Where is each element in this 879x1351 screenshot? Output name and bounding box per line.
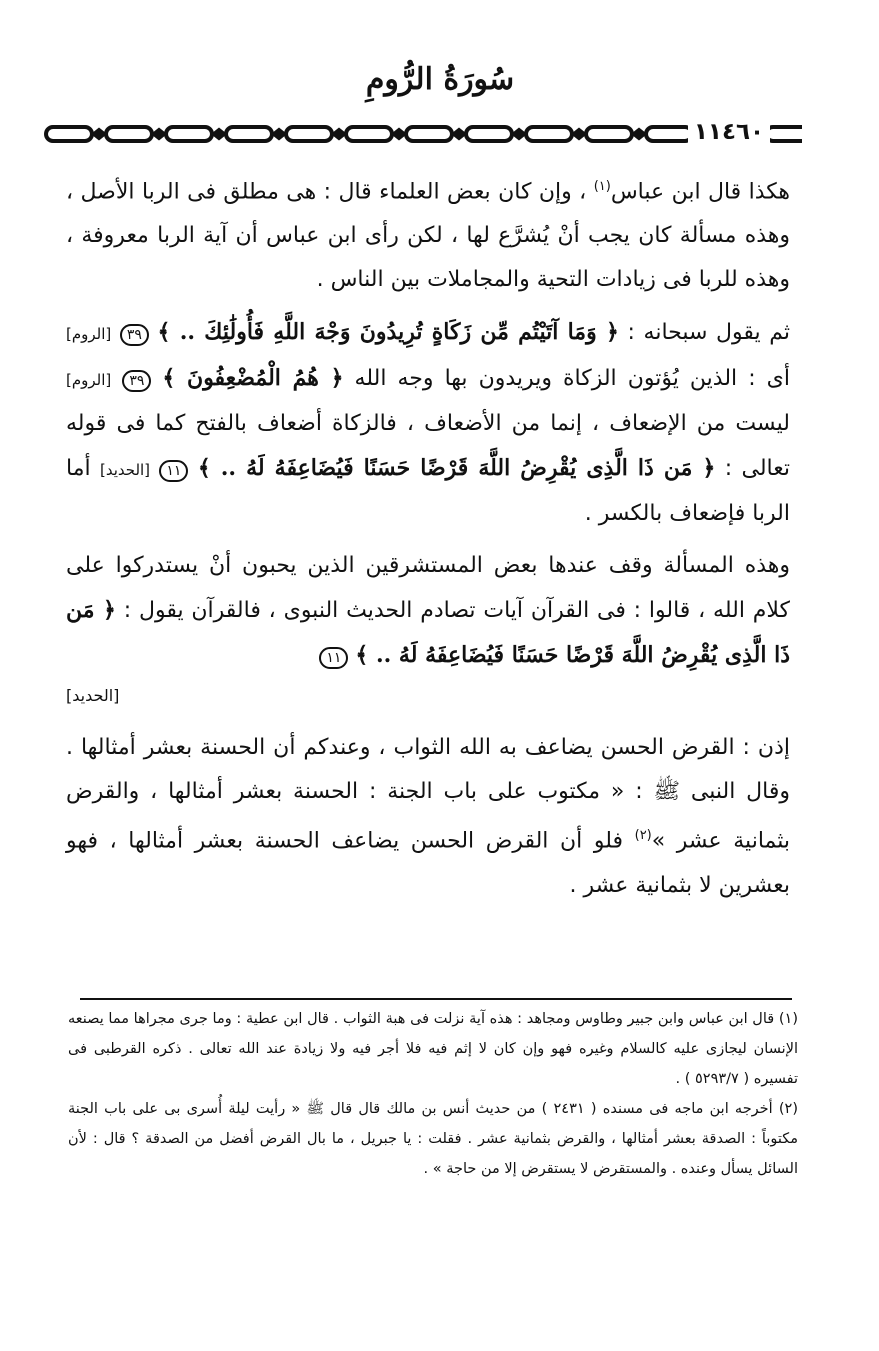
page-number: ١١٤٦٠ [688, 117, 770, 147]
footnote-marker-1: (١) [593, 179, 611, 194]
ayah-number-1: ٣٩ [120, 324, 149, 346]
paragraph-2-intro: ثم يقول سبحانه : [618, 320, 791, 346]
paragraph-1 [66, 165, 790, 302]
paragraph-1-rest: ، وإن كان بعض العلماء قال : هى مطلق فى الربا الأصل ، وهذه مسألة كان يجب أنْ يُشرَّع لها ، لكن رأى ابن عباس أن آية الربا معروفة ، وهذه للربا فى زيادات التحية والمجاملات بين الناس . [66, 179, 790, 293]
paragraph-3 [66, 544, 790, 718]
paragraph-2 [66, 310, 790, 536]
surah-ref-1: [الروم] [66, 325, 112, 344]
surah-ref-4: [الحديد] [66, 686, 120, 706]
paragraph-4 [66, 726, 790, 907]
quran-verse-2: ﴿ هُمُ الْمُضْعِفُونَ ﴾ [162, 365, 344, 392]
paragraph-4-rest: فلو أن القرض الحسن يضاعف الحسنة بعشر أمثالها ، فهو بعشرين لا بثمانية عشر . [66, 828, 790, 898]
main-text [66, 165, 790, 916]
paragraph-4-text: إذن : القرض الحسن يضاعف به الله الثواب ، وعندكم أن الحسنة بعشر أمثالها . وقال النبى ﷺ : « مكتوب على باب الجنة : الحسنة بعشر أمثالها ، والقرض بثمانية عشر » [66, 735, 791, 854]
surah-ref-2: [الروم] [66, 371, 112, 390]
paragraph-3-text: وهذه المسألة وقف عندها بعض المستشرقين الذين يحبون أنْ يستدركوا على كلام الله ، قالوا : فى القرآن آيات تصادم الحديث النبوى ، فالقرآن يقول : [66, 553, 790, 624]
paragraph-2-mid2: ليست من الإضعاف ، إنما من الأضعاف ، فالزكاة أضعاف بالفتح كما فى قوله تعالى : [66, 411, 790, 482]
paragraph-2-mid: أى : الذين يُؤتون الزكاة ويريدون بها وجه الله [343, 366, 790, 392]
footnote-1: (١) قال ابن عباس وابن جبير وطاوس ومجاهد : هذه آية نزلت فى هبة الثواب . قال ابن عطية : وما جرى مجراها مما يصنعه الإنسان ليجازى عليه كالسلام وغيره فهو وإن كان لا إثم فيه فلا أجر فيه ولا زيادة عند الله تعالى . ذكره القرطبى فى تفسيره ( ٥٢٩٣/٧ ) . [68, 1011, 798, 1087]
surah-ref-3: [الحديد] [99, 461, 151, 480]
ayah-number-4: ١١ [319, 647, 348, 669]
ayah-number-2: ٣٩ [122, 370, 151, 392]
footnotes [68, 1004, 798, 1184]
paragraph-2-end: أما الربا فإضعاف بالكسر . [66, 456, 790, 527]
quran-verse-4: ﴿ مَن ذَا الَّذِى يُقْرِضُ اللَّهَ قَرْضًا حَسَنًا فَيُضَاعِفَهُ لَهُ .. ﴾ [66, 597, 790, 669]
quran-verse-1: ﴿ وَمَا آتَيْتُم مِّن زَكَاةٍ تُرِيدُونَ وَجْهَ اللَّهِ فَأُولَٰئِكَ .. ﴾ [157, 319, 619, 346]
footnote-divider [80, 998, 792, 1000]
surah-title: سُورَةُ الرُّومِ [365, 62, 515, 97]
quran-verse-3: ﴿ مَن ذَا الَّذِى يُقْرِضُ اللَّهَ قَرْضًا حَسَنًا فَيُضَاعِفَهُ لَهُ .. ﴾ [197, 455, 716, 482]
footnote-marker-2: (٢) [634, 828, 652, 844]
footnote-2: (٢) أخرجه ابن ماجه فى مسنده ( ٢٤٣١ ) من حديث أنس بن مالك قال قال ﷺ « رأيت ليلة أُسرى بى على باب الجنة مكتوباً : الصدقة بعشر أمثالها ، والقرض بثمانية عشر . فقلت : يا جبريل ، ما بال القرض أفضل من الصدقة ؟ قال : لأن السائل يسأل وعنده . والمستقرض لا يستقرض إلا من حاجة » . [68, 1101, 799, 1177]
paragraph-1-text: هكذا قال ابن عباس [610, 179, 791, 205]
ayah-number-3: ١١ [159, 460, 188, 482]
